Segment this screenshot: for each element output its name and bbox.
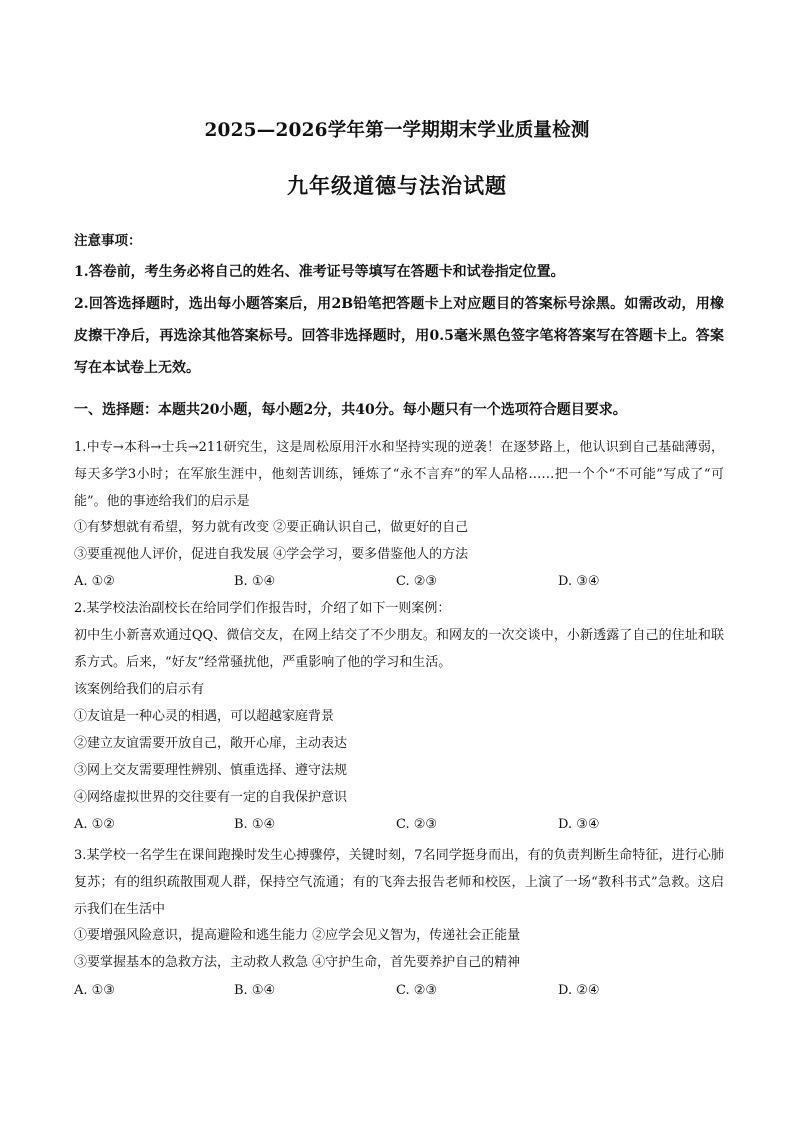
question-1-statement-line: ①有梦想就有希望，努力就有改变 ②要正确认识自己，做更好的自己 bbox=[74, 520, 469, 535]
question-3-option-c: C. ②③ bbox=[396, 983, 438, 998]
exam-subtitle: 九年级道德与法治试题 bbox=[287, 173, 507, 198]
section-title: 一、选择题：本题共20小题，每小题2分，共40分。每小题只有一个选项符合题目要求。 bbox=[74, 402, 627, 418]
question-3-stem: 3.某学校一名学生在课间跑操时发生心搏骤停，关键时刻，7名同学挺身而出，有的负责判断生命特征，进行心肺复苏；有的组织疏散围观人群，保持空气流通；有的飞奔去报告老师和校医，上演了一场“教科书式”急救。这启示我们在生活中 bbox=[74, 848, 724, 917]
question-3-option-a: A. ①③ bbox=[74, 983, 115, 998]
question-2-case: 初中生小新喜欢通过QQ、微信交友，在网上结交了不少朋友。和网友的一次交谈中，小新透露了自己的住址和联系方式。后来，“好友”经常骚扰他，严重影响了他的学习和生活。 bbox=[74, 628, 724, 670]
question-2-intro: 2.某学校法治副校长在给同学们作报告时，介绍了如下一则案例： bbox=[74, 601, 451, 616]
exam-title: 2025—2026学年第一学期期末学业质量检测 bbox=[204, 120, 590, 141]
question-2-statement-line: ③网上交友需要理性辨别、慎重选择、遵守法规 bbox=[74, 763, 348, 778]
question-3-option-b: B. ①④ bbox=[234, 983, 276, 998]
question-1-stem: 1.中专→本科→士兵→211研究生，这是周松原用汗水和坚持实现的逆袭！在逐梦路上，他认识到自己基础薄弱，每天多学3小时；在军旅生涯中，他刻苦训练，锤炼了“永不言弃”的军人品格……把一个个“不可能”写成了“可能”。他的事迹给我们的启示是 bbox=[74, 440, 724, 509]
question-1-option-d: D. ③④ bbox=[558, 574, 600, 589]
question-3-option-d: D. ②④ bbox=[558, 983, 600, 998]
question-2-statement-line: ①友谊是一种心灵的相遇，可以超越家庭背景 bbox=[74, 709, 335, 724]
question-1-statement-line: ③要重视他人评价，促进自我发展 ④学会学习，要多借鉴他人的方法 bbox=[74, 547, 469, 562]
question-2-option-c: C. ②③ bbox=[396, 817, 438, 832]
question-1-option-c: C. ②③ bbox=[396, 574, 438, 589]
note-item-1: 1.答卷前，考生务必将自己的姓名、准考证号等填写在答题卡和试卷指定位置。 bbox=[74, 264, 565, 280]
question-2-option-d: D. ③④ bbox=[558, 817, 600, 832]
question-2-statement-line: ④网络虚拟世界的交往要有一定的自我保护意识 bbox=[74, 790, 348, 805]
question-1-option-a: A. ①② bbox=[74, 574, 115, 589]
question-3-statement-line: ①要增强风险意识，提高避险和逃生能力 ②应学会见义智为，传递社会正能量 bbox=[74, 928, 521, 943]
question-3-statement-line: ③要掌握基本的急救方法，主动救人救急 ④守护生命，首先要养护自己的精神 bbox=[74, 955, 521, 970]
question-2-prompt: 该案例给我们的启示有 bbox=[74, 682, 205, 697]
question-2-option-b: B. ①④ bbox=[234, 817, 276, 832]
notes-heading: 注意事项： bbox=[74, 233, 142, 249]
note-item-2: 2.回答选择题时，选出每小题答案后，用2B铅笔把答题卡上对应题目的答案标号涂黑。如需改动，用橡皮擦干净后，再选涂其他答案标号。回答非选择题时，用0.5毫米黑色签字笔将答案写在答题卡上。答案写在本试卷上无效。 bbox=[74, 296, 724, 376]
question-1-option-b: B. ①④ bbox=[234, 574, 276, 589]
question-2-statement-line: ②建立友谊需要开放自己，敞开心扉，主动表达 bbox=[74, 736, 348, 751]
question-2-option-a: A. ①② bbox=[74, 817, 115, 832]
